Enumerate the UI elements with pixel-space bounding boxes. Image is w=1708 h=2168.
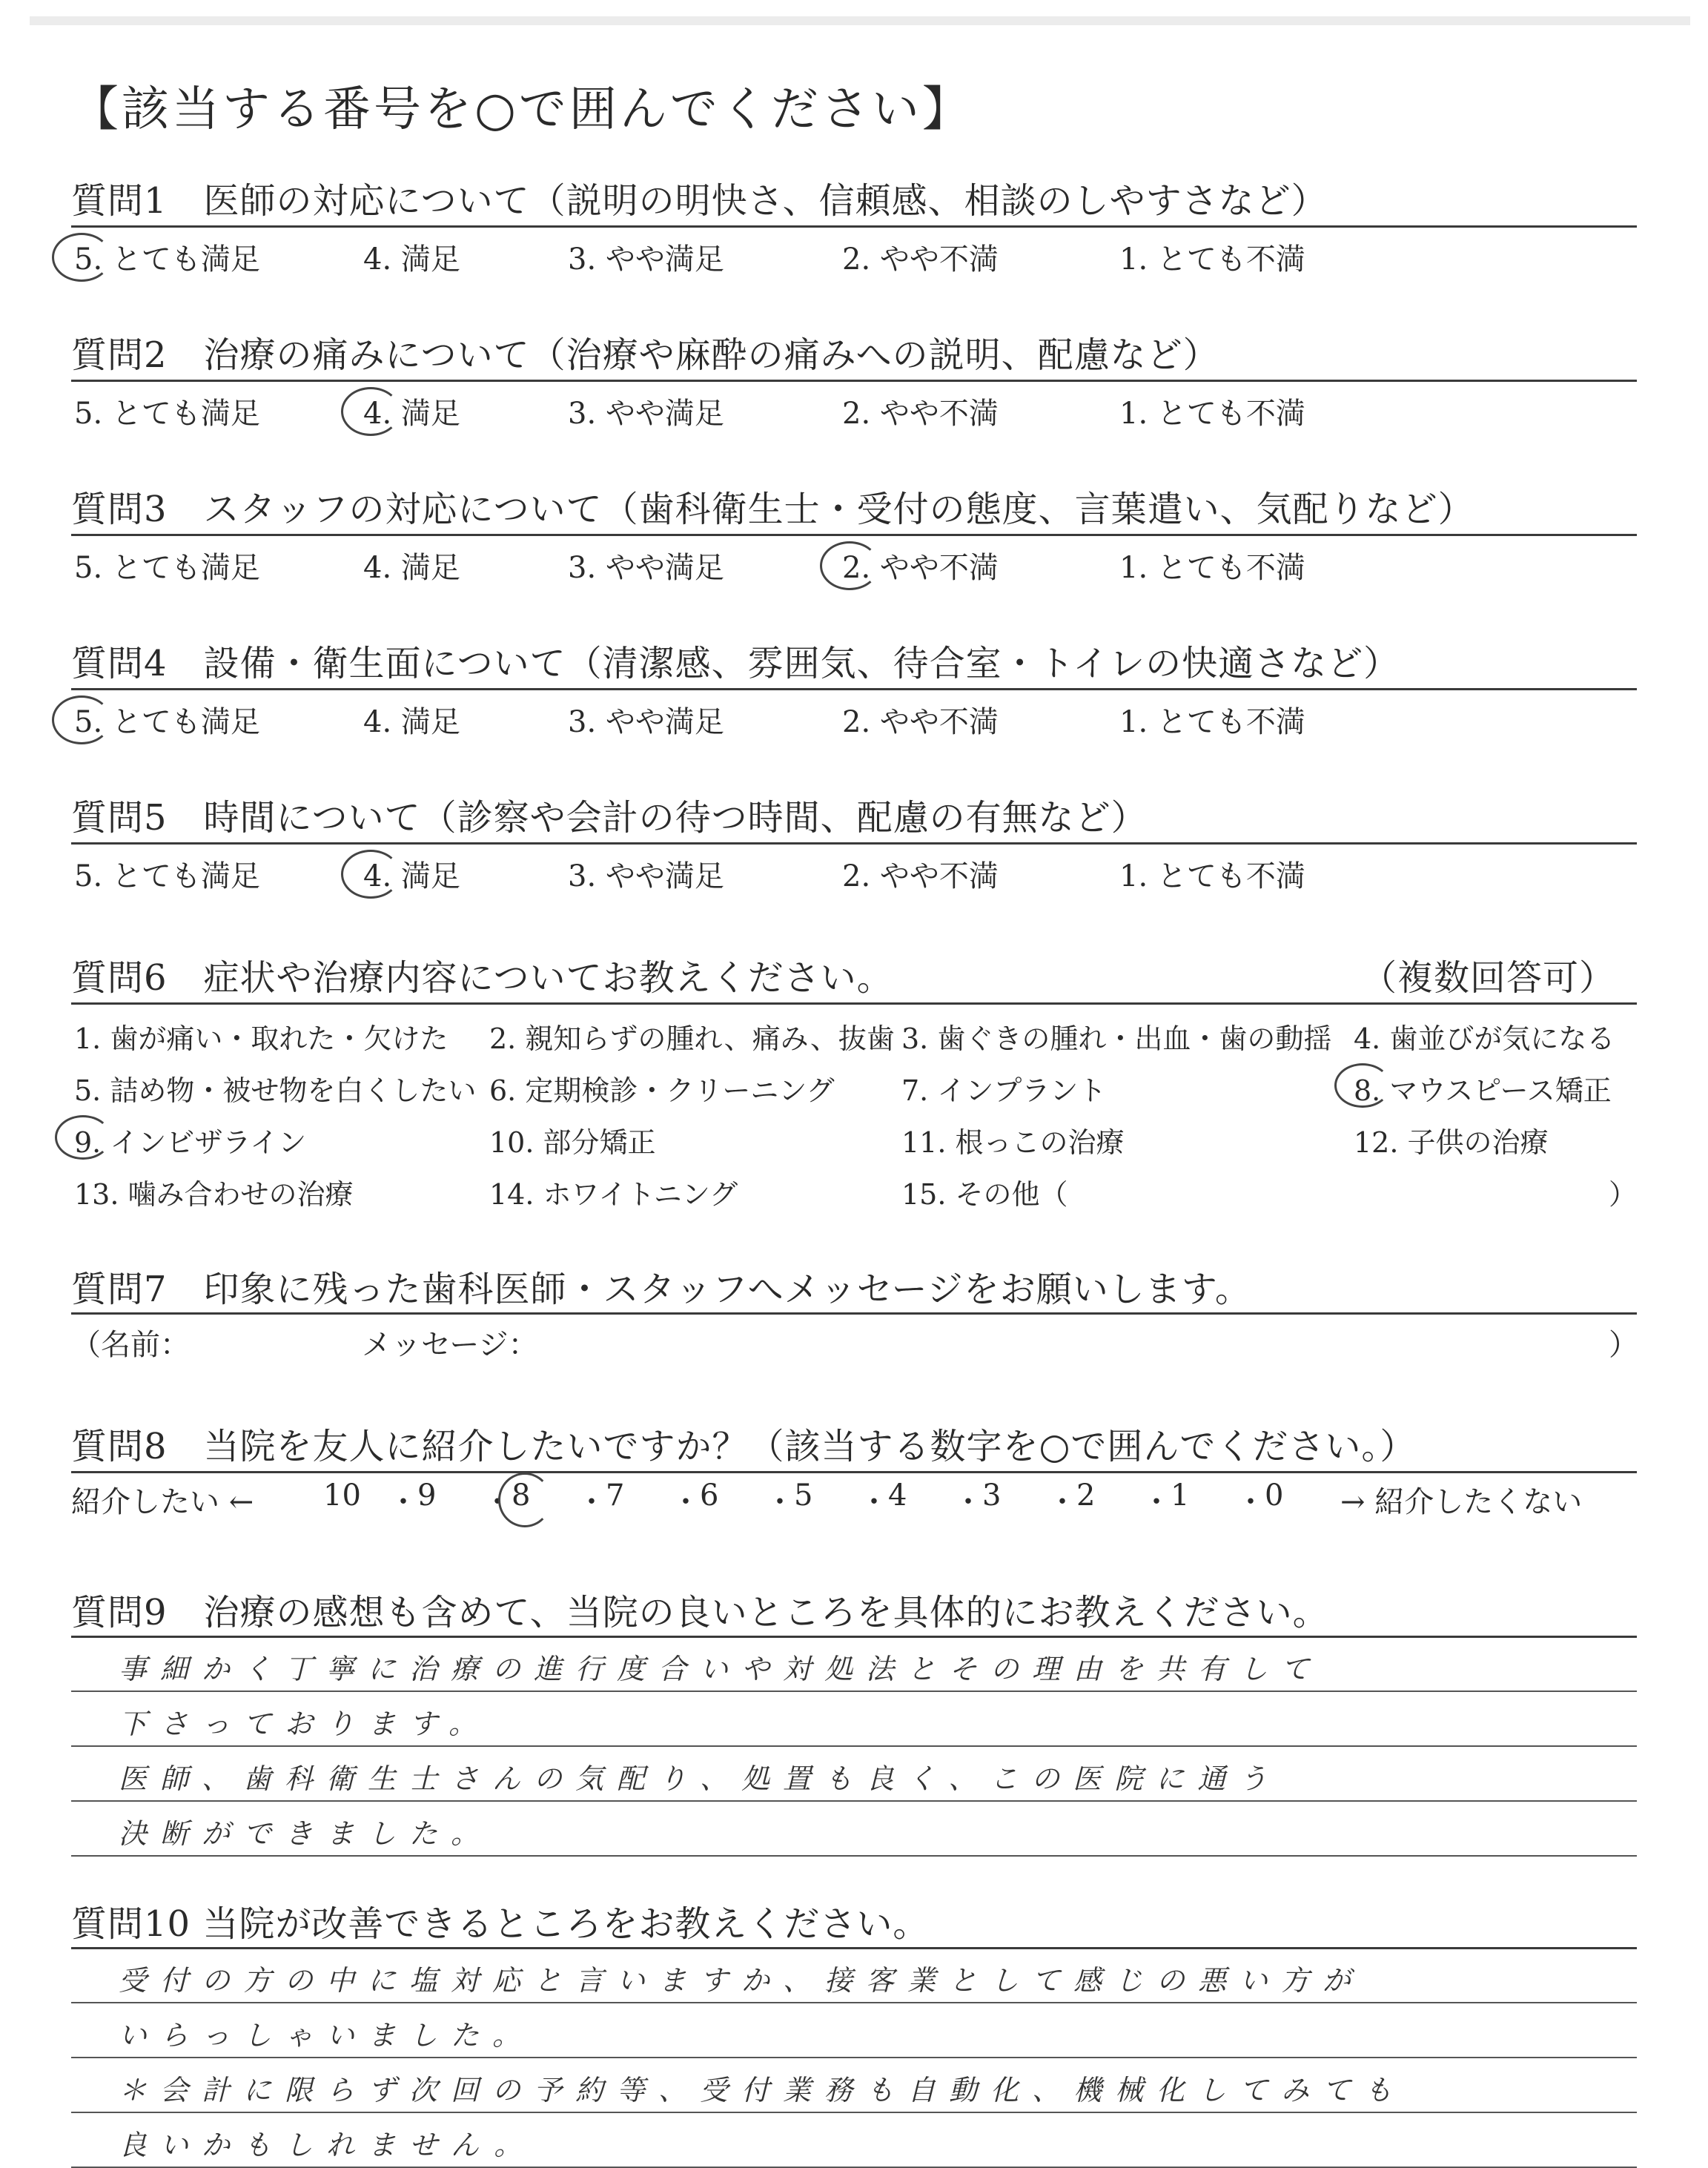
q7-name-label: （名前： (71, 1328, 190, 1362)
q3-option-2[interactable]: 2. やや不満 (842, 551, 999, 585)
q9-answer-line: 決断ができました。 (119, 1817, 493, 1850)
q9-writing-line (71, 1800, 1637, 1802)
q8-scale-value-10[interactable]: 10 (323, 1478, 361, 1513)
q8-left-label: 紹介したい ← (71, 1485, 254, 1519)
q7-title: 質問7 印象に残った歯科医師・スタッフへメッセージをお願いします。 (71, 1269, 1251, 1310)
q8-scale-value-8[interactable]: 8 (512, 1478, 531, 1513)
q5-title: 質問5 時間について（診察や会計の待つ時間、配慮の有無など） (71, 797, 1148, 839)
q2-selection-circle (341, 387, 400, 436)
q8-separator: ・ (671, 1485, 701, 1519)
q10-writing-line (71, 2057, 1637, 2058)
q5-option-1[interactable]: 1. とても不満 (1119, 859, 1305, 893)
q5-rule (71, 842, 1637, 845)
q4-option-5[interactable]: 5. とても満足 (74, 705, 260, 739)
q9-writing-line (71, 1691, 1637, 1692)
q8-scale-value-3[interactable]: 3 (982, 1478, 1002, 1513)
q10-writing-line (71, 2112, 1637, 2113)
q6-title: 質問6 症状や治療内容についてお教えください。 (71, 957, 893, 999)
q6-option-8[interactable]: 8. マウスピース矯正 (1354, 1074, 1612, 1107)
q5-selection-circle (341, 850, 400, 899)
q6-option-13[interactable]: 13. 噛み合わせの治療 (74, 1178, 354, 1211)
q4-option-1[interactable]: 1. とても不満 (1119, 705, 1305, 739)
q6-option-14[interactable]: 14. ホワイトニング (489, 1178, 738, 1211)
q1-option-1[interactable]: 1. とても不満 (1119, 242, 1305, 277)
q10-answer-line: ＊会計に限らず次回の予約等、受付業務も自動化、機械化してみても (119, 2074, 1406, 2106)
q3-option-4[interactable]: 4. 満足 (363, 551, 460, 585)
q6-option-15[interactable]: 15. その他（ (901, 1178, 1068, 1211)
q7-message-label: メッセージ： (362, 1328, 538, 1362)
q6-other-close-paren: ） (1609, 1178, 1638, 1211)
q6-selection-circle (55, 1115, 111, 1160)
q9-answer-line: 医師、歯科衛生士さんの気配り、処置も良く、この医院に通う (119, 1762, 1281, 1795)
q8-separator: ・ (577, 1485, 606, 1519)
q8-scale-value-6[interactable]: 6 (700, 1478, 719, 1513)
q3-option-1[interactable]: 1. とても不満 (1119, 551, 1305, 585)
q7-close-paren: ） (1609, 1328, 1638, 1362)
q8-separator: ・ (1236, 1485, 1265, 1519)
q4-rule (71, 688, 1637, 690)
q8-scale-value-0[interactable]: 0 (1265, 1478, 1284, 1513)
q8-separator: ・ (388, 1485, 418, 1519)
q6-option-2[interactable]: 2. 親知らずの腫れ、痛み、抜歯 (489, 1022, 895, 1055)
q4-option-3[interactable]: 3. やや満足 (568, 705, 724, 739)
q8-scale-value-4[interactable]: 4 (888, 1478, 907, 1513)
q3-title: 質問3 スタッフの対応について（歯科衛生士・受付の態度、言葉遣い、気配りなど） (71, 489, 1474, 530)
q4-option-2[interactable]: 2. やや不満 (842, 705, 999, 739)
q6-rule (71, 1002, 1637, 1005)
q10-answer-line: 受付の方の中に塩対応と言いますか、接客業として感じの悪い方が (119, 1964, 1365, 1997)
q1-option-5[interactable]: 5. とても満足 (74, 242, 260, 277)
q2-title: 質問2 治療の痛みについて（治療や麻酔の痛みへの説明、配慮など） (71, 334, 1219, 376)
q4-title: 質問4 設備・衛生面について（清潔感、雰囲気、待合室・トイレの快適さなど） (71, 643, 1400, 684)
q2-option-2[interactable]: 2. やや不満 (842, 397, 999, 431)
q6-option-5[interactable]: 5. 詰め物・被せ物を白くしたい (74, 1074, 477, 1107)
q6-note: （複数回答可） (1361, 957, 1616, 999)
q10-rule (71, 1947, 1637, 1949)
q8-title: 質問8 当院を友人に紹介したいですか？（該当する数字を○で囲んでください。） (71, 1426, 1417, 1467)
q8-scale-value-2[interactable]: 2 (1076, 1478, 1096, 1513)
q6-option-9[interactable]: 9. インビザライン (74, 1126, 307, 1159)
q6-selection-circle (1334, 1063, 1391, 1108)
q6-option-6[interactable]: 6. 定期検診・クリーニング (489, 1074, 835, 1107)
q6-option-1[interactable]: 1. 歯が痛い・取れた・欠けた (74, 1022, 448, 1055)
q8-separator: ・ (953, 1485, 983, 1519)
q9-writing-line (71, 1855, 1637, 1857)
q2-option-4[interactable]: 4. 満足 (363, 397, 460, 431)
q5-option-5[interactable]: 5. とても満足 (74, 859, 260, 893)
q8-rule (71, 1471, 1637, 1473)
q5-option-4[interactable]: 4. 満足 (363, 859, 460, 893)
q6-option-4[interactable]: 4. 歯並びが気になる (1354, 1022, 1615, 1055)
q9-rule (71, 1636, 1637, 1638)
q8-right-label: → 紹介したくない (1340, 1485, 1583, 1519)
q6-option-10[interactable]: 10. 部分矯正 (489, 1126, 656, 1159)
q5-option-2[interactable]: 2. やや不満 (842, 859, 999, 893)
q8-scale-value-5[interactable]: 5 (794, 1478, 813, 1513)
q6-option-12[interactable]: 12. 子供の治療 (1354, 1126, 1549, 1159)
q6-option-11[interactable]: 11. 根っこの治療 (901, 1126, 1125, 1159)
q8-separator: ・ (859, 1485, 889, 1519)
q2-option-5[interactable]: 5. とても満足 (74, 397, 260, 431)
q3-option-3[interactable]: 3. やや満足 (568, 551, 724, 585)
q3-option-5[interactable]: 5. とても満足 (74, 551, 260, 585)
q6-option-7[interactable]: 7. インプラント (901, 1074, 1107, 1107)
q10-answer-line: 良いかもしれません。 (119, 2129, 536, 2161)
q1-option-4[interactable]: 4. 満足 (363, 242, 460, 277)
q6-option-3[interactable]: 3. 歯ぐきの腫れ・出血・歯の動揺 (901, 1022, 1332, 1055)
q5-option-3[interactable]: 3. やや満足 (568, 859, 724, 893)
q1-selection-circle (52, 233, 111, 282)
q1-option-3[interactable]: 3. やや満足 (568, 242, 724, 277)
q2-option-1[interactable]: 1. とても不満 (1119, 397, 1305, 431)
q10-title: 質問10 当院が改善できるところをお教えください。 (71, 1903, 930, 1945)
q3-rule (71, 534, 1637, 536)
q8-separator: ・ (483, 1485, 512, 1519)
q8-separator: ・ (1142, 1485, 1171, 1519)
q1-option-2[interactable]: 2. やや不満 (842, 242, 999, 277)
q7-rule (71, 1312, 1637, 1315)
q8-scale-value-1[interactable]: 1 (1171, 1478, 1190, 1513)
q8-selection-circle (498, 1473, 552, 1527)
q9-answer-line: 下さっております。 (119, 1708, 490, 1740)
q8-separator: ・ (1047, 1485, 1077, 1519)
q4-option-4[interactable]: 4. 満足 (363, 705, 460, 739)
q10-writing-line (71, 2002, 1637, 2003)
q9-answer-line: 事細かく丁寧に治療の進行度合いや対処法とその理由を共有して (119, 1653, 1323, 1685)
form-heading: 【該当する番号を○で囲んでください】 (71, 82, 973, 137)
q9-writing-line (71, 1745, 1637, 1747)
q10-answer-line: いらっしゃいました。 (119, 2019, 534, 2052)
q3-selection-circle (820, 541, 879, 590)
q1-rule (71, 225, 1637, 228)
q1-title: 質問1 医師の対応について（説明の明快さ、信頼感、相談のしやすさなど） (71, 180, 1328, 222)
q4-selection-circle (52, 695, 111, 744)
q8-separator: ・ (765, 1485, 795, 1519)
q2-rule (71, 380, 1637, 382)
q8-scale-value-9[interactable]: 9 (417, 1478, 437, 1513)
q9-title: 質問9 治療の感想も含めて、当院の良いところを具体的にお教えください。 (71, 1592, 1329, 1633)
q8-scale-value-7[interactable]: 7 (606, 1478, 625, 1513)
q2-option-3[interactable]: 3. やや満足 (568, 397, 724, 431)
scan-top-edge (30, 16, 1690, 25)
